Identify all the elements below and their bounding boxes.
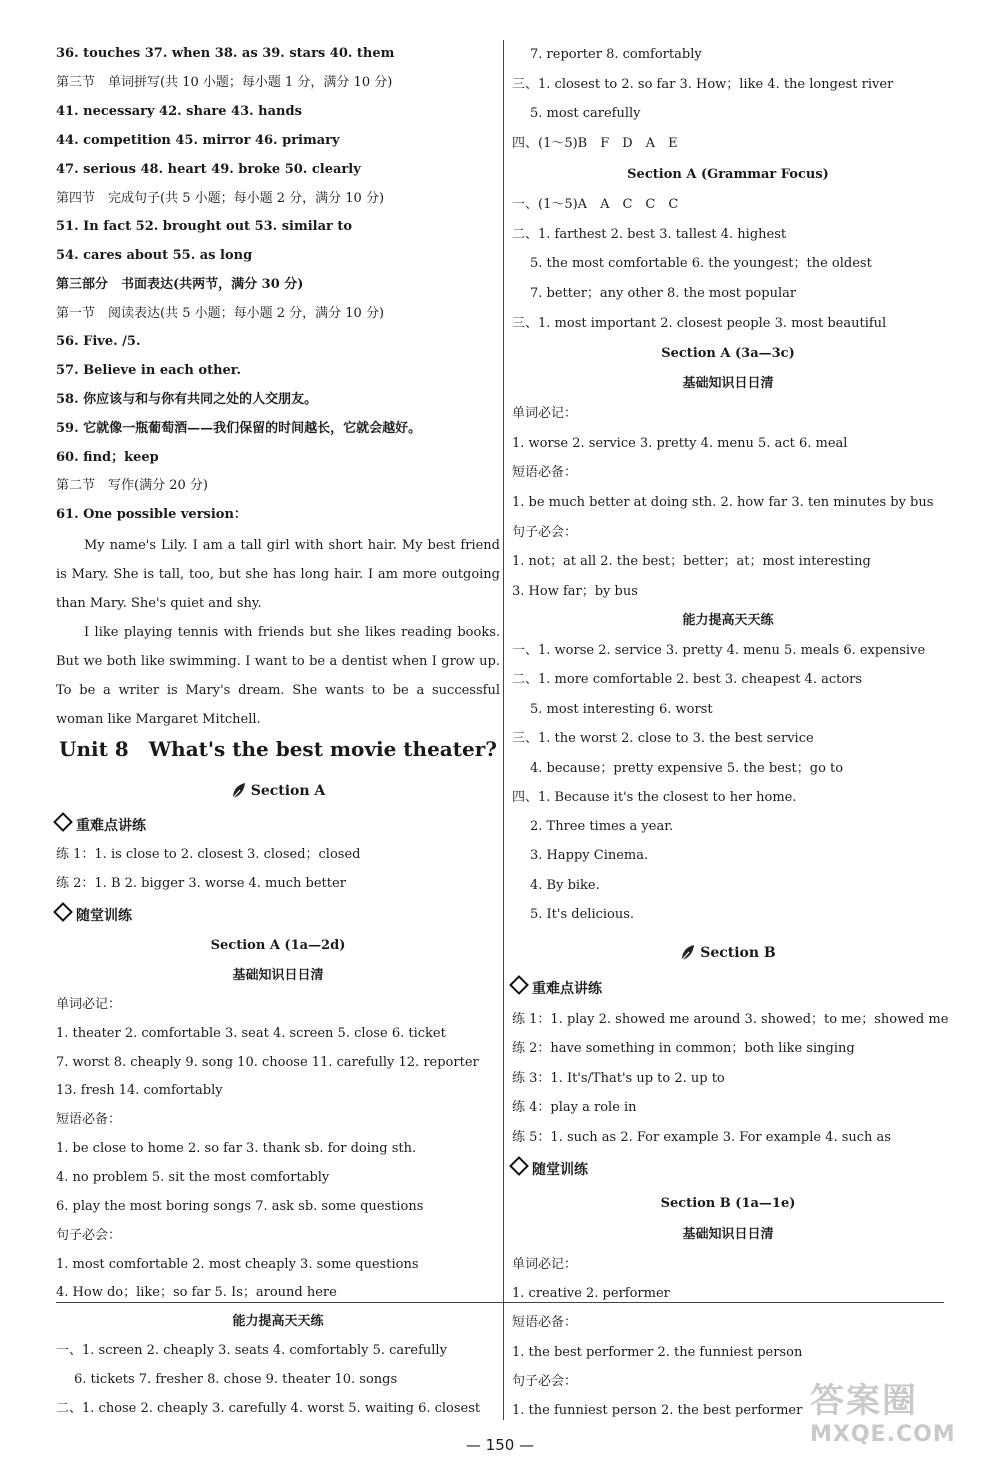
answer-line: 41. necessary 42. share 43. hands	[56, 104, 302, 119]
section-header: 第二节 写作(满分 20 分)	[56, 478, 208, 493]
suitang-heading	[512, 1160, 588, 1178]
bottom-rule	[56, 1302, 944, 1303]
answer-line: 三、1. closest to 2. so far 3. How；like 4. the longest river	[512, 77, 894, 92]
answer-line: 7. better；any other 8. the most popular	[530, 286, 797, 301]
answer-line: 四、(1～5)B F D A E	[512, 136, 678, 151]
suitang-heading	[56, 906, 132, 924]
part-header: 第三部分 书面表达(共两节，满分 30 分)	[56, 277, 304, 292]
label-line: 句子必会：	[56, 1228, 122, 1243]
label-line: 单词必记：	[512, 406, 578, 421]
answer-line: 5. most interesting 6. worst	[530, 702, 713, 717]
answer-line: 1. worse 2. service 3. pretty 4. menu 5. act 6. meal	[512, 436, 848, 451]
answer-line: 1. be close to home 2. so far 3. thank sb. for doing sth.	[56, 1141, 417, 1156]
leaf-icon	[680, 944, 696, 962]
label-line: 短语必备：	[512, 1315, 578, 1330]
answer-line: 1. be much better at doing sth. 2. how far 3. ten minutes by bus	[512, 495, 934, 510]
answer-line: 1. theater 2. comfortable 3. seat 4. screen 5. close 6. ticket	[56, 1026, 446, 1041]
diamond-icon	[509, 975, 529, 995]
answer-line: 1. the funniest person 2. the best performer	[512, 1403, 803, 1418]
section-header: 第四节 完成句子(共 5 小题；每小题 2 分，满分 10 分)	[56, 191, 385, 206]
answer-line: 1. creative 2. performer	[512, 1286, 670, 1301]
label-line: 句子必会：	[512, 1374, 578, 1389]
section-b-heading	[512, 944, 944, 962]
diamond-icon	[53, 812, 73, 832]
essay-paragraph: I like playing tennis with friends but she likes reading books. But we both like swimming. I want to be a dentist when I grow up. To be a writer is Mary's dream. She wants to be a successful woman like Margaret Mitchell.	[56, 625, 500, 727]
answer-line: 5. the most comfortable 6. the youngest；the oldest	[530, 256, 872, 271]
section-header: 第三节 单词拼写(共 10 小题；每小题 1 分，满分 10 分)	[56, 75, 393, 90]
zhongnan-heading	[512, 979, 602, 997]
section-header: 第一节 阅读表达(共 5 小题；每小题 2 分，满分 10 分)	[56, 306, 385, 321]
suitang-label: 随堂训练	[76, 908, 132, 924]
essay	[56, 531, 500, 734]
section-a-heading	[56, 782, 500, 800]
zhongnan-label: 重难点讲练	[76, 818, 146, 834]
label-line: 单词必记：	[512, 1257, 578, 1272]
subsection-subtitle: 基础知识日日清	[682, 1227, 774, 1242]
answer-line: 三、1. most important 2. closest people 3. most beautiful	[512, 316, 887, 331]
practice-line: 练 4：play a role in	[512, 1100, 637, 1115]
zhongnan-heading	[56, 816, 146, 834]
diamond-icon	[53, 902, 73, 922]
answer-line: 三、1. the worst 2. close to 3. the best service	[512, 731, 814, 746]
section-a-label: Section A	[250, 783, 326, 799]
answer-line: 3. Happy Cinema.	[530, 848, 649, 863]
answer-line: 4. How do；like；so far 5. Is；around here	[56, 1285, 337, 1300]
practice-line: 练 2：1. B 2. bigger 3. worse 4. much better	[56, 876, 346, 891]
answer-line: 二、1. chose 2. cheaply 3. carefully 4. worst 5. waiting 6. closest	[56, 1401, 481, 1416]
watermark-url: MXQE.COM	[810, 1422, 956, 1447]
practice-line: 练 1：1. is close to 2. closest 3. closed；closed	[56, 847, 361, 862]
answer-line: 56. Five. /5.	[56, 334, 141, 349]
answer-line: 13. fresh 14. comfortably	[56, 1083, 223, 1098]
answer-line: 57. Believe in each other.	[56, 363, 241, 378]
subsection-title: Section A (1a—2d)	[210, 938, 346, 953]
answer-line: 二、1. farthest 2. best 3. tallest 4. highest	[512, 227, 787, 242]
leaf-icon	[231, 782, 247, 800]
label-line: 句子必会：	[512, 525, 578, 540]
practice-line: 练 2：have something in common；both like singing	[512, 1041, 855, 1056]
page-number: — 150 —	[465, 1436, 535, 1454]
watermark-logo: 答案圈	[810, 1381, 918, 1421]
subsection-title: Section A (3a—3c)	[661, 346, 795, 361]
practice-line: 练 5：1. such as 2. For example 3. For example 4. such as	[512, 1130, 891, 1145]
answer-line: 4. no problem 5. sit the most comfortably	[56, 1170, 330, 1185]
answer-line: 59. 它就像一瓶葡萄酒——我们保留的时间越长，它就会越好。	[56, 421, 422, 436]
answer-line: 4. because；pretty expensive 5. the best；go to	[530, 761, 844, 776]
answer-line: 一、1. screen 2. cheaply 3. seats 4. comfortably 5. carefully	[56, 1343, 447, 1358]
answer-line: 60. find；keep	[56, 450, 159, 465]
subsection-subtitle: 基础知识日日清	[682, 376, 774, 391]
subsection-title: Section B (1a—1e)	[660, 1196, 796, 1211]
answer-line: 1. the best performer 2. the funniest person	[512, 1345, 803, 1360]
answer-line: 51. In fact 52. brought out 53. similar to	[56, 219, 353, 234]
label-line: 短语必备：	[512, 465, 578, 480]
practice-line: 练 3：1. It's/That's up to 2. up to	[512, 1071, 725, 1086]
section-b-label: Section B	[700, 945, 776, 961]
answer-line: 6. tickets 7. fresher 8. chose 9. theater 10. songs	[74, 1372, 398, 1387]
essay-paragraph: My name's Lily. I am a tall girl with short hair. My best friend is Mary. She is tall, too, but she has long hair. I am more outgoing than Mary. She's quiet and shy.	[56, 538, 500, 611]
answer-line: 3. How far；by bus	[512, 584, 638, 599]
answer-line: 58. 你应该与和与你有共同之处的人交朋友。	[56, 392, 318, 407]
answer-line: 61. One possible version：	[56, 507, 247, 522]
subsection-subtitle: 能力提高天天练	[682, 613, 774, 628]
unit-title: Unit 8 What's the best movie theater?	[59, 737, 497, 761]
column-divider	[503, 40, 504, 1420]
answer-line: 四、1. Because it's the closest to her home.	[512, 790, 797, 805]
practice-line: 练 1：1. play 2. showed me around 3. showed；to me；showed me	[512, 1012, 949, 1027]
subsection-title: Section A (Grammar Focus)	[627, 167, 829, 182]
answer-line: 54. cares about 55. as long	[56, 248, 253, 263]
answer-line: 44. competition 45. mirror 46. primary	[56, 133, 340, 148]
answer-line: 1. not；at all 2. the best；better；at；most interesting	[512, 554, 871, 569]
answer-line: 4. By bike.	[530, 878, 600, 893]
suitang-label: 随堂训练	[532, 1162, 588, 1178]
answer-line: 5. It's delicious.	[530, 907, 635, 922]
answer-line: 7. worst 8. cheaply 9. song 10. choose 11. carefully 12. reporter	[56, 1055, 479, 1070]
answer-line: 7. reporter 8. comfortably	[530, 47, 702, 62]
label-line: 短语必备：	[56, 1112, 122, 1127]
answer-line: 6. play the most boring songs 7. ask sb. some questions	[56, 1199, 424, 1214]
zhongnan-label: 重难点讲练	[532, 981, 602, 997]
answer-line: 36. touches 37. when 38. as 39. stars 40. them	[56, 46, 395, 61]
diamond-icon	[509, 1156, 529, 1176]
answer-line: 5. most carefully	[530, 106, 641, 121]
answer-line: 一、1. worse 2. service 3. pretty 4. menu 5. meals 6. expensive	[512, 643, 926, 658]
answer-line: 2. Three times a year.	[530, 819, 674, 834]
subsection-subtitle: 基础知识日日清	[232, 968, 324, 983]
answer-line: 二、1. more comfortable 2. best 3. cheapest 4. actors	[512, 672, 863, 687]
label-line: 单词必记：	[56, 997, 122, 1012]
watermark	[810, 1380, 994, 1464]
answer-line: 一、(1～5)A A C C C	[512, 197, 679, 212]
answer-line: 1. most comfortable 2. most cheaply 3. some questions	[56, 1257, 419, 1272]
subsection-subtitle: 能力提高天天练	[232, 1314, 324, 1329]
answer-line: 47. serious 48. heart 49. broke 50. clearly	[56, 162, 361, 177]
